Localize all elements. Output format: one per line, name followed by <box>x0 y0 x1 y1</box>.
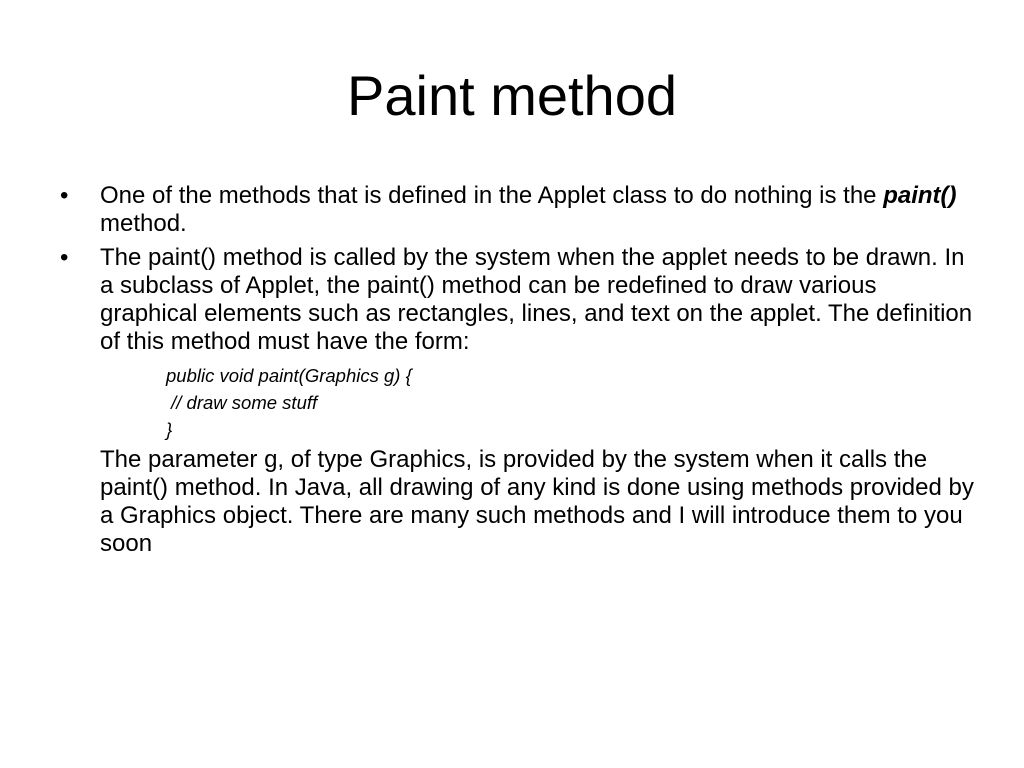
bullet-mark: • <box>60 182 69 209</box>
bullet-emphasis: paint() <box>883 182 957 209</box>
code-line-1: public void paint(Graphics g) { <box>166 365 412 386</box>
code-block <box>166 362 976 443</box>
explanation-paragraph: The parameter g, of type Graphics, is provided by the system when it calls the paint() method. In Java, all drawing of any kind is done using methods provided by a Graphics object. There are many such methods and I will introduce them to you soon <box>100 446 974 557</box>
slide-title: Paint method <box>347 64 677 127</box>
bullet-item-2 <box>56 244 976 356</box>
code-line-3: } <box>166 419 173 440</box>
slide-body <box>56 182 976 558</box>
bullet-text-after: method. <box>100 210 187 237</box>
bullet-text-before: One of the methods that is defined in the Applet class to do nothing is the <box>100 182 884 209</box>
bullet-text: The paint() method is called by the system when the applet needs to be drawn. In a subclass of Applet, the paint() method can be redefined to draw various graphical elements such as rectangles, lines, and text on the applet. The definition of this method must have the form: <box>100 244 973 355</box>
code-line-2: // draw some stuff <box>166 392 318 413</box>
bullet-mark: • <box>60 244 69 271</box>
bullet-item-1 <box>56 182 976 238</box>
